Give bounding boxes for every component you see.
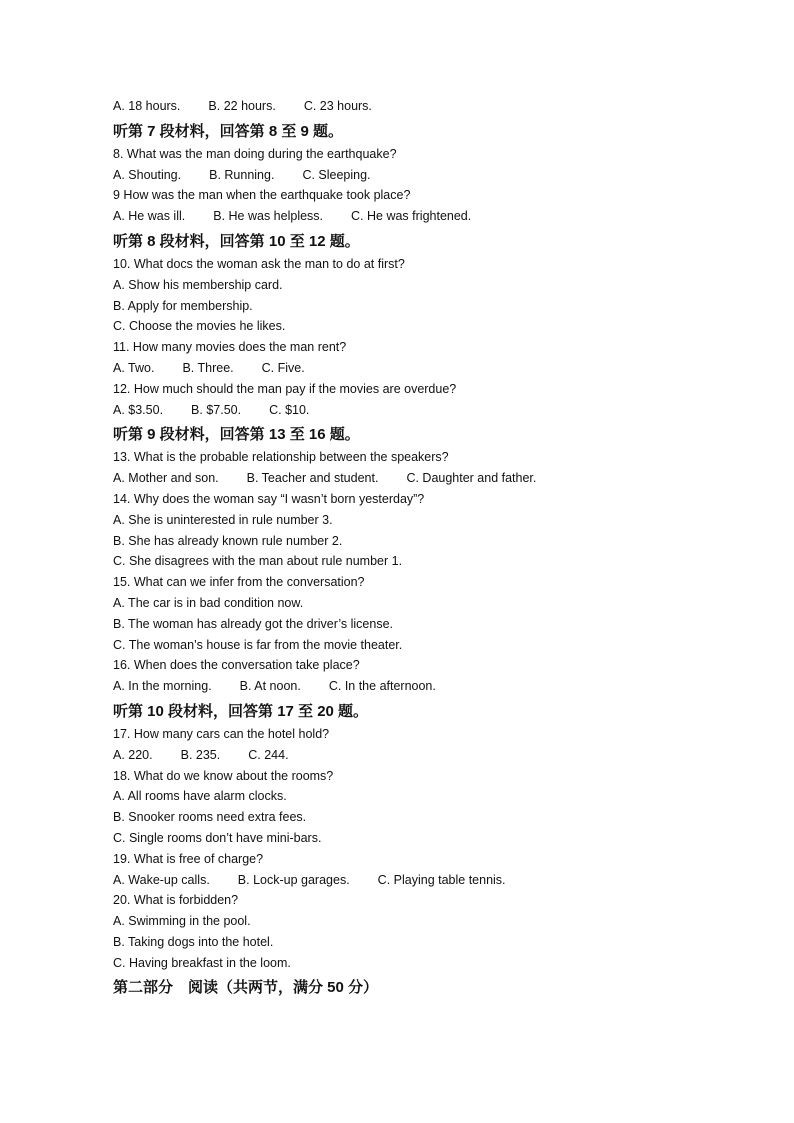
answer-option: B. He was helpless. xyxy=(213,209,324,224)
answer-option: B. Lock-up garages. xyxy=(237,872,350,887)
text-line: C. Choose the movies he likes. xyxy=(113,319,286,334)
answer-option: A. Mother and son. xyxy=(113,471,219,486)
text-line: 18. What do we know about the rooms? xyxy=(113,768,334,783)
answer-option: A. Wake-up calls. xyxy=(113,872,210,887)
answer-option: B. At noon. xyxy=(239,679,301,694)
answer-option: B. Teacher and student. xyxy=(246,471,379,486)
answer-option: C. In the afternoon. xyxy=(328,679,436,694)
text-line: 20. What is forbidden? xyxy=(113,893,239,908)
answer-options xyxy=(113,358,753,379)
answer-option: C. Playing table tennis. xyxy=(377,872,506,887)
text-line: A. All rooms have alarm clocks. xyxy=(113,789,287,804)
answer-options xyxy=(113,468,753,489)
text-line: C. The woman’s house is far from the movie theater. xyxy=(113,637,403,652)
text-line: 16. When does the conversation take place? xyxy=(113,658,360,673)
text-line: B. Apply for membership. xyxy=(113,298,253,313)
text-line: B. Taking dogs into the hotel. xyxy=(113,934,274,949)
text-line: B. The woman has already got the driver’s license. xyxy=(113,616,394,631)
text-line: 17. How many cars can the hotel hold? xyxy=(113,726,330,741)
text-line: 15. What can we infer from the conversation? xyxy=(113,575,365,590)
answer-option: C. Daughter and father. xyxy=(406,471,537,486)
text-line: 14. Why does the woman say “I wasn’t born yesterday”? xyxy=(113,491,425,506)
answer-options xyxy=(113,206,753,227)
answer-option: A. He was ill. xyxy=(113,209,186,224)
answer-options xyxy=(113,870,753,891)
answer-option: B. 22 hours. xyxy=(208,99,276,113)
answer-option: A. 220. xyxy=(113,747,153,762)
text-line: 9 How was the man when the earthquake took place? xyxy=(113,188,411,203)
text-line: A. She is uninterested in rule number 3. xyxy=(113,512,333,527)
text-line: 19. What is free of charge? xyxy=(113,851,264,866)
answer-option: B. 235. xyxy=(180,747,221,762)
answer-option: A. In the morning. xyxy=(113,679,212,694)
answer-option: C. Sleeping. xyxy=(302,167,371,182)
text-line: A. The car is in bad condition now. xyxy=(113,595,304,610)
text-line: 11. How many movies does the man rent? xyxy=(113,340,347,355)
answer-option: C. $10. xyxy=(269,402,310,417)
section-heading: 听第 10 段材料，回答第 17 至 20 题。 xyxy=(113,702,369,720)
text-line: C. Single rooms don’t have mini-bars. xyxy=(113,830,322,845)
answer-option: A. $3.50. xyxy=(113,402,164,417)
answer-option: A. Two. xyxy=(113,360,155,375)
text-line: B. Snooker rooms need extra fees. xyxy=(113,810,307,825)
answer-option: B. Three. xyxy=(182,360,234,375)
answer-option: B. $7.50. xyxy=(191,402,242,417)
section-heading: 听第 8 段材料，回答第 10 至 12 题。 xyxy=(113,232,360,250)
text-line: 13. What is the probable relationship between the speakers? xyxy=(113,450,449,465)
answer-options xyxy=(113,165,753,186)
answer-option: B. Running. xyxy=(209,167,275,182)
text-line: B. She has already known rule number 2. xyxy=(113,533,343,548)
section-heading: 第二部分 阅读（共两节，满分 50 分） xyxy=(113,979,379,997)
answer-option: A. Shouting. xyxy=(113,167,182,182)
text-line: A. Show his membership card. xyxy=(113,277,283,292)
answer-option: C. 23 hours. xyxy=(303,99,372,113)
answer-option: C. 244. xyxy=(248,747,289,762)
answer-options xyxy=(113,676,753,697)
answer-options xyxy=(113,400,753,421)
text-line: C. Having breakfast in the loom. xyxy=(113,955,291,970)
section-heading: 听第 9 段材料，回答第 13 至 16 题。 xyxy=(113,426,360,444)
text-line: 10. What docs the woman ask the man to do at first? xyxy=(113,256,405,271)
section-heading: 听第 7 段材料，回答第 8 至 9 题。 xyxy=(113,122,344,140)
text-line: 12. How much should the man pay if the movies are overdue? xyxy=(113,381,457,396)
answer-option: A. 18 hours. xyxy=(113,99,181,113)
text-line: C. She disagrees with the man about rule number 1. xyxy=(113,554,403,569)
text-line: 8. What was the man doing during the earthquake? xyxy=(113,146,397,161)
answer-option: C. He was frightened. xyxy=(351,209,472,224)
answer-options xyxy=(113,96,753,117)
answer-option: C. Five. xyxy=(261,360,305,375)
answer-options xyxy=(113,745,753,766)
text-line: A. Swimming in the pool. xyxy=(113,914,251,929)
listening-questions xyxy=(113,96,753,1000)
